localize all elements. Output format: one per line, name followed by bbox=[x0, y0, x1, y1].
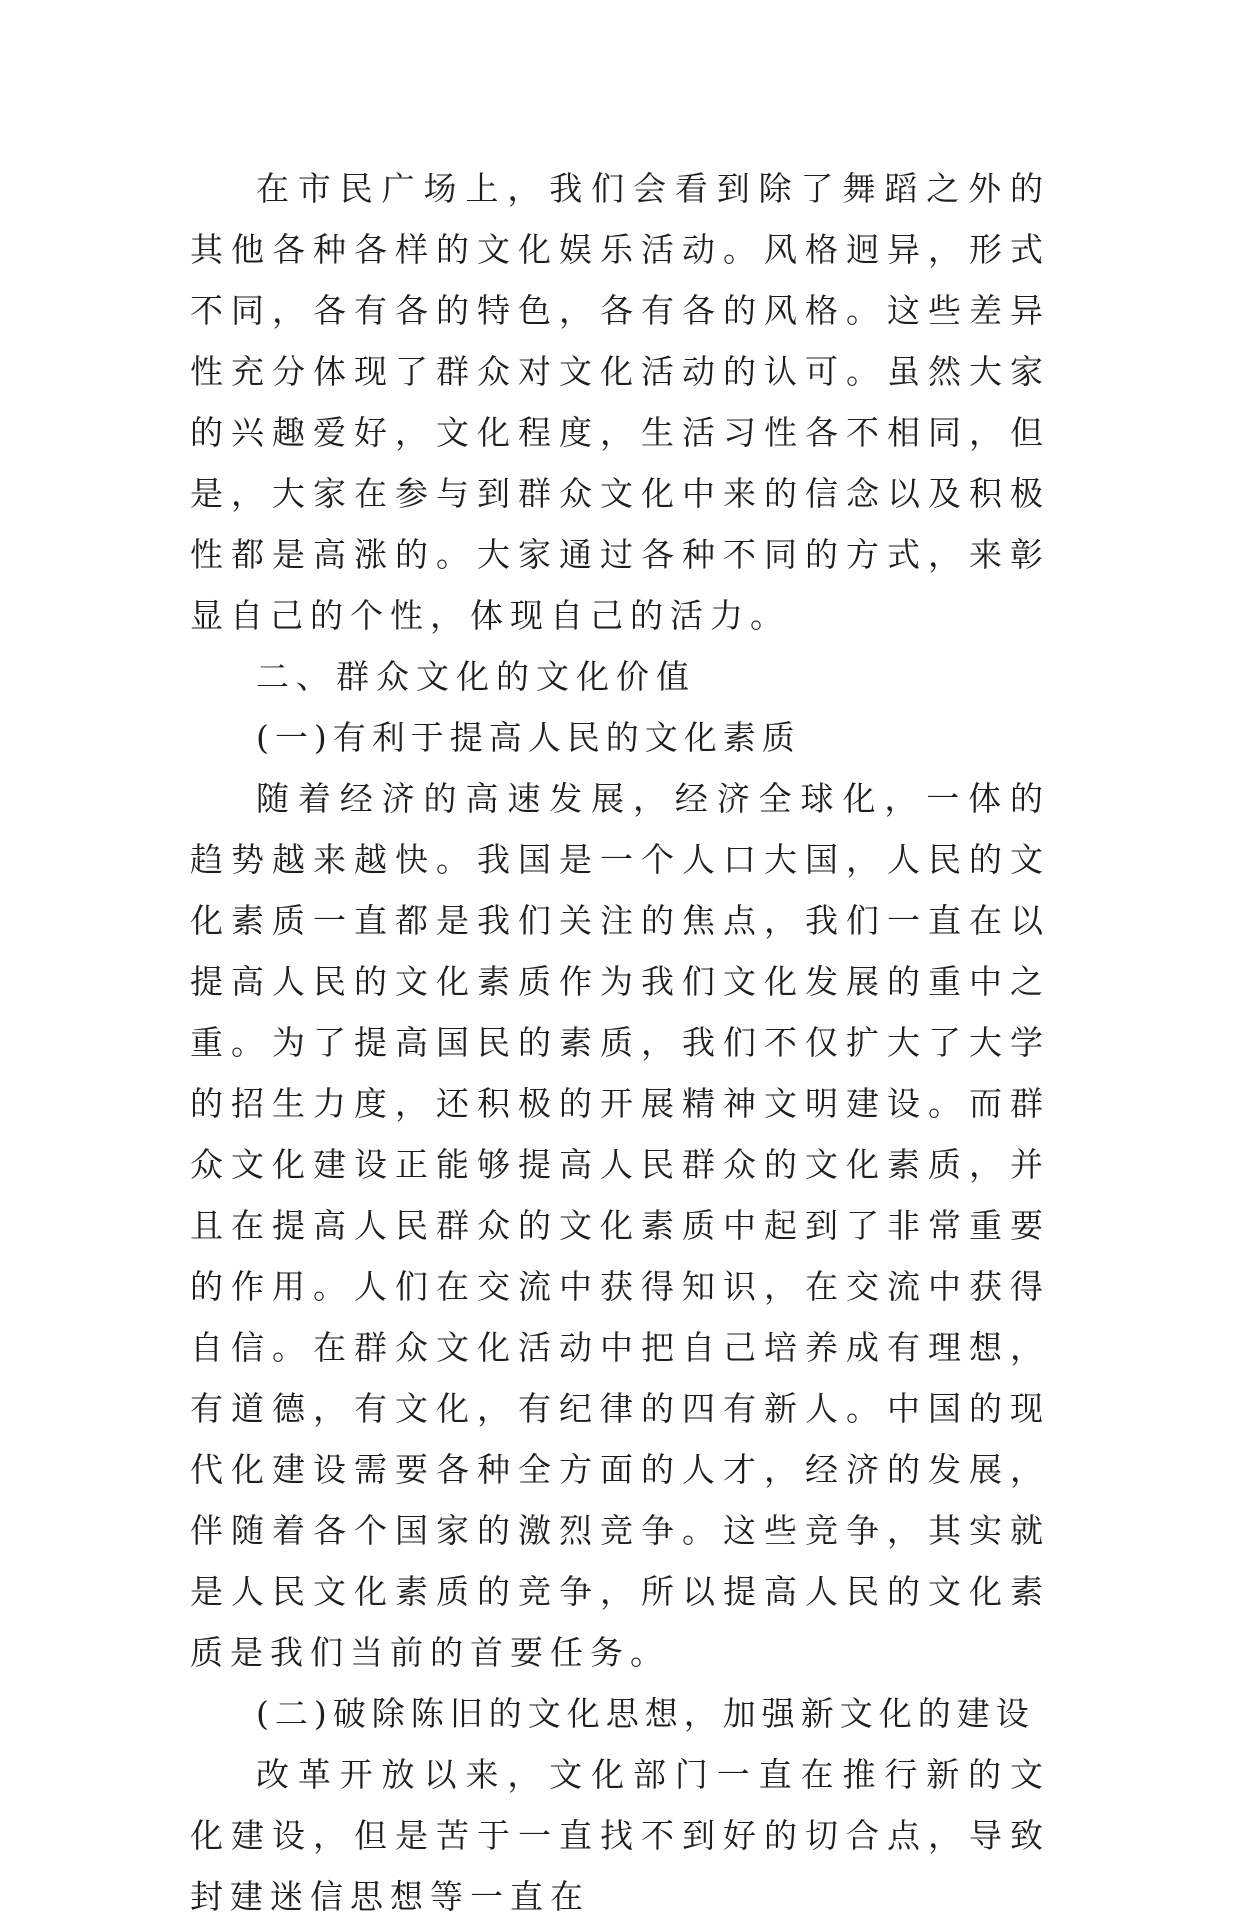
document-body bbox=[190, 158, 1050, 1927]
subsection-heading: (一)有利于提高人民的文化素质 bbox=[256, 718, 801, 757]
body-paragraph: 随着经济的高速发展，经济全球化，一体的趋势越来越快。我国是一个人口大国，人民的文化素质一直都是我们关注的焦点，我们一直在以提高人民的文化素质作为我们文化发展的重中之重。为了提高国民的素质，我们不仅扩大了大学的招生力度，还积极的开展精神文明建设。而群众文化建设正能够提高人民群众的文化素质，并且在提高人民群众的文化素质中起到了非常重要的作用。人们在交流中获得知识，在交流中获得自信。在群众文化活动中把自己培养成有理想，有道德，有文化，有纪律的四有新人。中国的现代化建设需要各种全方面的人才，经济的发展，伴随着各个国家的激烈竞争。这些竞争，其实就是人民文化素质的竞争，所以提高人民的文化素质是我们当前的首要任务。 bbox=[190, 779, 1050, 1672]
subsection-heading: (二)破除陈旧的文化思想，加强新文化的建设 bbox=[256, 1694, 1035, 1733]
section-heading: 二、群众文化的文化价值 bbox=[256, 657, 696, 696]
body-paragraph: 在市民广场上，我们会看到除了舞蹈之外的其他各种各样的文化娱乐活动。风格迥异，形式不同，各有各的特色，各有各的风格。这些差异性充分体现了群众对文化活动的认可。虽然大家的兴趣爱好，文化程度，生活习性各不相同，但是，大家在参与到群众文化中来的信念以及积极性都是高涨的。大家通过各种不同的方式，来彰显自己的个性，体现自己的活力。 bbox=[190, 169, 1050, 635]
body-paragraph: 改革开放以来，文化部门一直在推行新的文化建设，但是苦于一直找不到好的切合点，导致封建迷信思想等一直在 bbox=[190, 1755, 1050, 1916]
